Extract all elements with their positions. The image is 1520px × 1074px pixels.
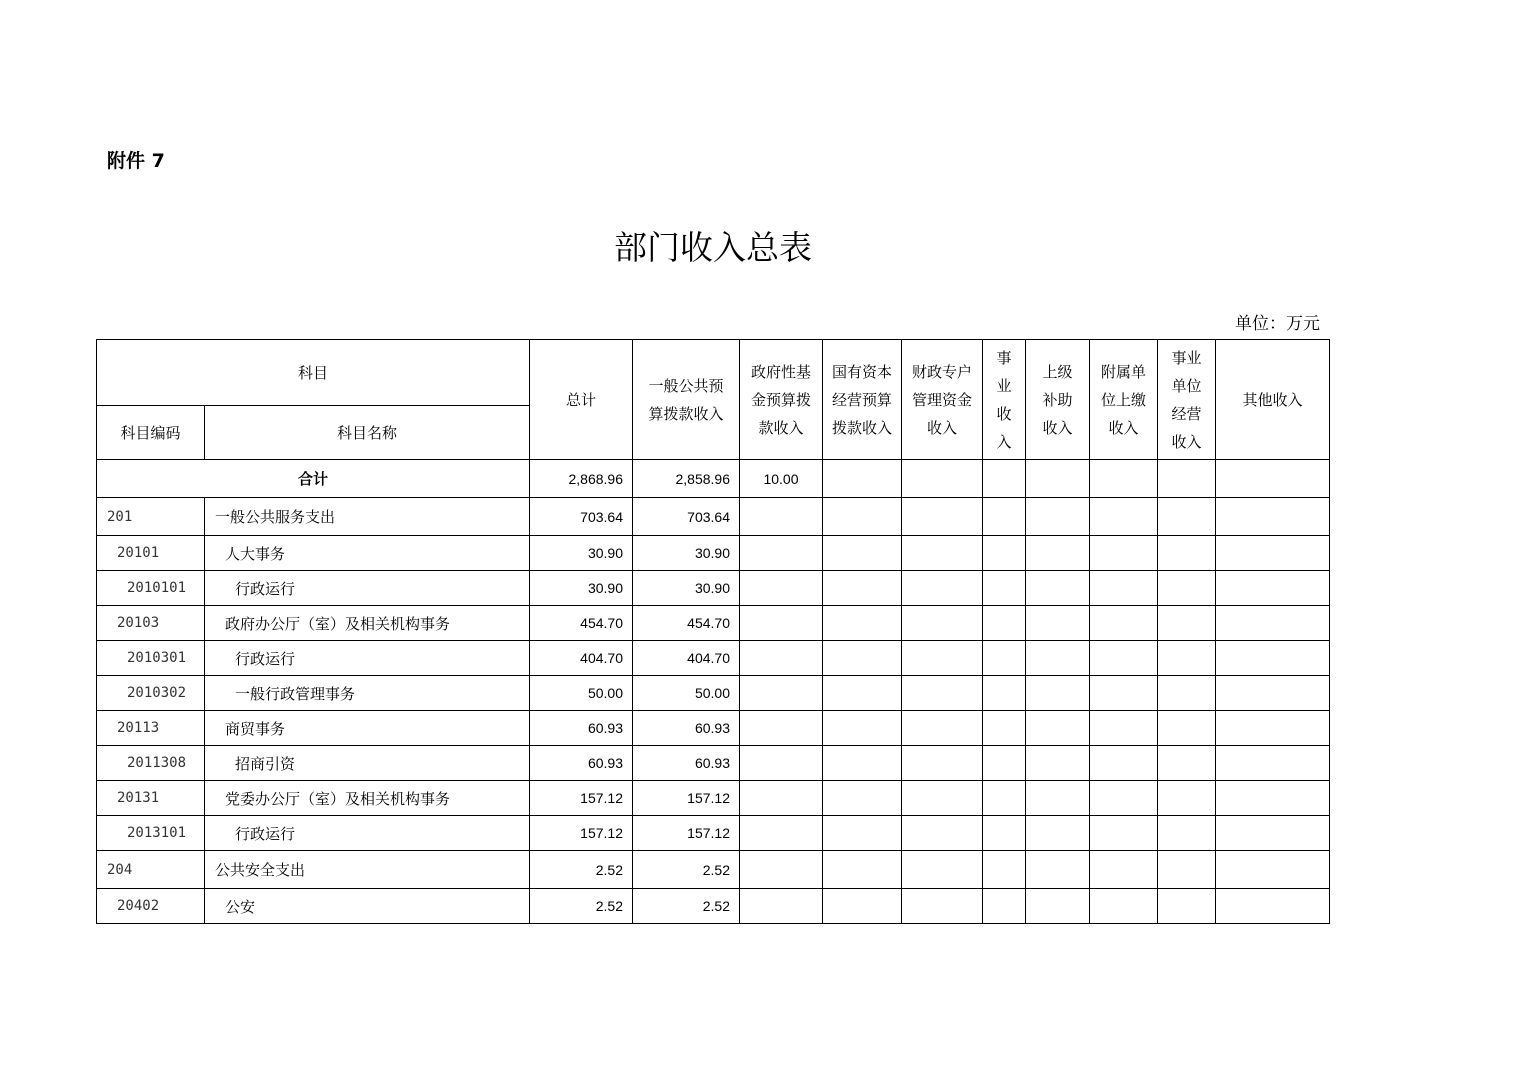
empty-cell (1158, 676, 1216, 711)
general-budget-cell: 30.90 (633, 536, 740, 571)
total-cell-empty (902, 460, 983, 498)
empty-cell (902, 498, 983, 536)
empty-cell (823, 851, 902, 889)
empty-cell (983, 746, 1026, 781)
total-cell-total: 2,868.96 (530, 460, 633, 498)
subject-code-cell: 2010302 (97, 676, 205, 711)
header-general-budget: 一般公共预算拨款收入 (633, 340, 740, 460)
empty-cell (983, 571, 1026, 606)
subject-name-cell: 政府办公厅（室）及相关机构事务 (205, 606, 530, 641)
subject-name-cell: 招商引资 (205, 746, 530, 781)
subject-code-cell: 20113 (97, 711, 205, 746)
empty-cell (823, 676, 902, 711)
empty-cell (1026, 816, 1090, 851)
empty-cell (1026, 606, 1090, 641)
subject-name-cell: 一般行政管理事务 (205, 676, 530, 711)
empty-cell (1216, 641, 1330, 676)
empty-cell (983, 641, 1026, 676)
empty-cell (1090, 711, 1158, 746)
total-cell: 2.52 (530, 889, 633, 924)
subject-name-cell: 公共安全支出 (205, 851, 530, 889)
subject-code-cell: 20402 (97, 889, 205, 924)
total-cell: 30.90 (530, 571, 633, 606)
table-row (97, 571, 1330, 606)
empty-cell (1216, 816, 1330, 851)
table-row (97, 746, 1330, 781)
empty-cell (902, 711, 983, 746)
empty-cell (1158, 571, 1216, 606)
empty-cell (1026, 498, 1090, 536)
empty-cell (1090, 851, 1158, 889)
empty-cell (983, 606, 1026, 641)
empty-cell (1158, 781, 1216, 816)
empty-cell (902, 676, 983, 711)
empty-cell (740, 536, 823, 571)
empty-cell (1090, 536, 1158, 571)
total-cell: 157.12 (530, 781, 633, 816)
subject-code-cell: 2013101 (97, 816, 205, 851)
header-state-capital: 国有资本经营预算拨款收入 (823, 340, 902, 460)
table-row (97, 641, 1330, 676)
empty-cell (1158, 498, 1216, 536)
subject-name-cell: 行政运行 (205, 571, 530, 606)
empty-cell (902, 641, 983, 676)
empty-cell (1158, 746, 1216, 781)
empty-cell (740, 711, 823, 746)
empty-cell (1026, 536, 1090, 571)
total-row (97, 460, 1330, 498)
table-row (97, 851, 1330, 889)
header-other: 其他收入 (1216, 340, 1330, 460)
total-cell-empty (983, 460, 1026, 498)
header-superior-subsidy: 上级补助收入 (1026, 340, 1090, 460)
empty-cell (1158, 606, 1216, 641)
empty-cell (1216, 711, 1330, 746)
empty-cell (1158, 889, 1216, 924)
empty-cell (823, 606, 902, 641)
empty-cell (1090, 781, 1158, 816)
empty-cell (1026, 889, 1090, 924)
total-cell: 50.00 (530, 676, 633, 711)
empty-cell (1158, 816, 1216, 851)
empty-cell (740, 851, 823, 889)
empty-cell (1216, 781, 1330, 816)
header-affiliated: 附属单位上缴收入 (1090, 340, 1158, 460)
empty-cell (1026, 676, 1090, 711)
subject-code-cell: 20103 (97, 606, 205, 641)
header-business: 事业收入 (983, 340, 1026, 460)
empty-cell (823, 711, 902, 746)
empty-cell (823, 498, 902, 536)
header-gov-fund: 政府性基金预算拨款收入 (740, 340, 823, 460)
header-name: 科目名称 (205, 406, 530, 460)
subject-name-cell: 一般公共服务支出 (205, 498, 530, 536)
empty-cell (1090, 571, 1158, 606)
header-total: 总计 (530, 340, 633, 460)
table-row (97, 781, 1330, 816)
empty-cell (740, 641, 823, 676)
total-cell: 157.12 (530, 816, 633, 851)
general-budget-cell: 404.70 (633, 641, 740, 676)
total-cell-empty (823, 460, 902, 498)
total-cell-empty (1158, 460, 1216, 498)
empty-cell (1216, 571, 1330, 606)
header-special-account: 财政专户管理资金收入 (902, 340, 983, 460)
subject-code-cell: 2010101 (97, 571, 205, 606)
empty-cell (902, 746, 983, 781)
empty-cell (983, 536, 1026, 571)
general-budget-cell: 60.93 (633, 746, 740, 781)
empty-cell (1216, 889, 1330, 924)
general-budget-cell: 157.12 (633, 781, 740, 816)
total-cell-empty (1216, 460, 1330, 498)
empty-cell (1026, 781, 1090, 816)
empty-cell (1090, 641, 1158, 676)
empty-cell (823, 571, 902, 606)
table-row (97, 676, 1330, 711)
general-budget-cell: 703.64 (633, 498, 740, 536)
empty-cell (983, 711, 1026, 746)
empty-cell (740, 498, 823, 536)
subject-name-cell: 行政运行 (205, 641, 530, 676)
empty-cell (1216, 536, 1330, 571)
empty-cell (902, 571, 983, 606)
subject-name-cell: 行政运行 (205, 816, 530, 851)
total-cell-gov-fund: 10.00 (740, 460, 823, 498)
general-budget-cell: 157.12 (633, 816, 740, 851)
header-business-operation: 事业单位经营收入 (1158, 340, 1216, 460)
total-cell: 60.93 (530, 746, 633, 781)
empty-cell (902, 851, 983, 889)
empty-cell (740, 889, 823, 924)
empty-cell (902, 816, 983, 851)
subject-name-cell: 商贸事务 (205, 711, 530, 746)
total-cell-empty (1026, 460, 1090, 498)
general-budget-cell: 454.70 (633, 606, 740, 641)
empty-cell (1216, 851, 1330, 889)
empty-cell (1090, 606, 1158, 641)
empty-cell (740, 746, 823, 781)
empty-cell (823, 889, 902, 924)
header-subject: 科目 (97, 340, 530, 406)
empty-cell (740, 781, 823, 816)
subject-code-cell: 2011308 (97, 746, 205, 781)
empty-cell (740, 676, 823, 711)
empty-cell (902, 606, 983, 641)
unit-label: 单位：万元 (1235, 314, 1320, 334)
empty-cell (740, 816, 823, 851)
empty-cell (983, 816, 1026, 851)
total-cell-empty (1090, 460, 1158, 498)
total-cell: 30.90 (530, 536, 633, 571)
attachment-label: 附件 7 (107, 150, 165, 172)
empty-cell (1158, 711, 1216, 746)
table-row (97, 536, 1330, 571)
empty-cell (983, 889, 1026, 924)
subject-code-cell: 204 (97, 851, 205, 889)
empty-cell (1090, 676, 1158, 711)
table-row (97, 606, 1330, 641)
empty-cell (1026, 746, 1090, 781)
empty-cell (1090, 498, 1158, 536)
empty-cell (1158, 536, 1216, 571)
table-row (97, 711, 1330, 746)
table-row (97, 816, 1330, 851)
empty-cell (1158, 641, 1216, 676)
general-budget-cell: 2.52 (633, 889, 740, 924)
total-label: 合计 (97, 460, 530, 498)
empty-cell (740, 606, 823, 641)
empty-cell (983, 851, 1026, 889)
subject-name-cell: 党委办公厅（室）及相关机构事务 (205, 781, 530, 816)
subject-code-cell: 20101 (97, 536, 205, 571)
total-cell-general-budget: 2,858.96 (633, 460, 740, 498)
total-cell: 2.52 (530, 851, 633, 889)
income-summary-table (96, 339, 1330, 924)
general-budget-cell: 2.52 (633, 851, 740, 889)
empty-cell (1216, 746, 1330, 781)
header-code: 科目编码 (97, 406, 205, 460)
total-cell: 703.64 (530, 498, 633, 536)
subject-name-cell: 人大事务 (205, 536, 530, 571)
empty-cell (983, 498, 1026, 536)
empty-cell (823, 536, 902, 571)
total-cell: 404.70 (530, 641, 633, 676)
empty-cell (902, 536, 983, 571)
empty-cell (1158, 851, 1216, 889)
total-cell: 60.93 (530, 711, 633, 746)
empty-cell (1216, 498, 1330, 536)
total-cell: 454.70 (530, 606, 633, 641)
subject-name-cell: 公安 (205, 889, 530, 924)
empty-cell (1026, 571, 1090, 606)
empty-cell (823, 816, 902, 851)
subject-code-cell: 2010301 (97, 641, 205, 676)
subject-code-cell: 20131 (97, 781, 205, 816)
empty-cell (823, 781, 902, 816)
empty-cell (902, 781, 983, 816)
empty-cell (902, 889, 983, 924)
empty-cell (1090, 746, 1158, 781)
subject-code-cell: 201 (97, 498, 205, 536)
page-title: 部门收入总表 (614, 228, 812, 267)
empty-cell (823, 641, 902, 676)
general-budget-cell: 30.90 (633, 571, 740, 606)
table-row (97, 498, 1330, 536)
empty-cell (1026, 641, 1090, 676)
empty-cell (1026, 851, 1090, 889)
general-budget-cell: 50.00 (633, 676, 740, 711)
general-budget-cell: 60.93 (633, 711, 740, 746)
empty-cell (740, 571, 823, 606)
table-row (97, 889, 1330, 924)
empty-cell (1090, 889, 1158, 924)
empty-cell (823, 746, 902, 781)
empty-cell (1090, 816, 1158, 851)
empty-cell (983, 781, 1026, 816)
empty-cell (983, 676, 1026, 711)
empty-cell (1026, 711, 1090, 746)
empty-cell (1216, 676, 1330, 711)
empty-cell (1216, 606, 1330, 641)
